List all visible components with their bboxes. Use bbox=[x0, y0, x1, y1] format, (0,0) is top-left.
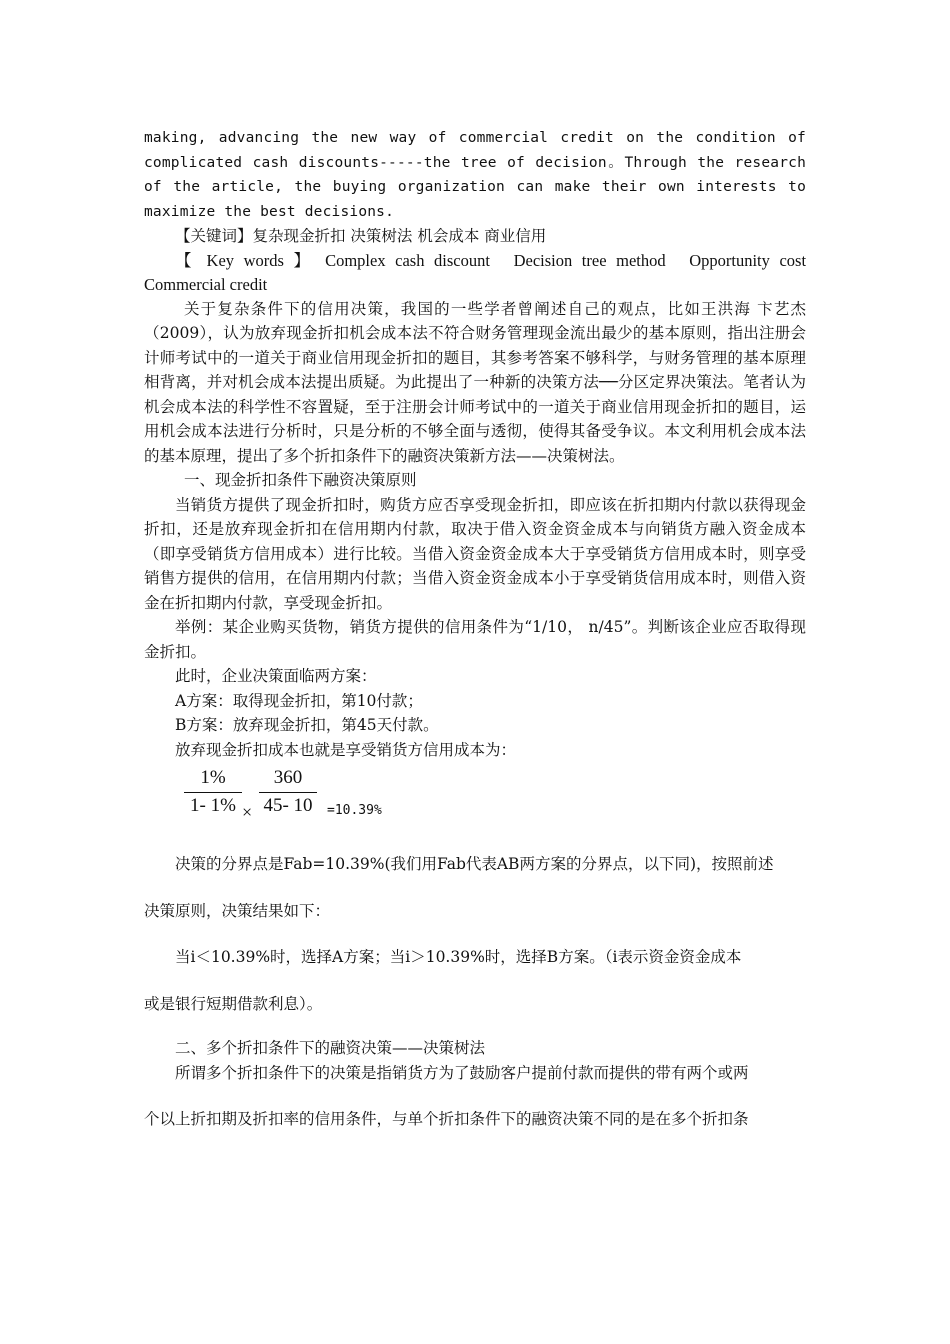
fraction-numerator-1: 1% bbox=[200, 767, 226, 788]
boundary-line-2: 决策原则，决策结果如下： bbox=[144, 901, 331, 920]
boundary-line-1: 决策的分界点是Fab=10.39%(我们用Fab代表AB两方案的分界点，以下同)，按照前述 bbox=[175, 855, 774, 873]
fraction-denominator-2: 45- 10 bbox=[263, 795, 313, 816]
section-heading-1: 一、现金折扣条件下融资决策原则 bbox=[184, 471, 417, 489]
fraction-numerator-2: 360 bbox=[273, 767, 303, 788]
multiply-sign: × bbox=[242, 802, 253, 822]
multi-discount-line-1: 所谓多个折扣条件下的决策是指销货方为了鼓励客户提前付款而提供的带有两个或两 bbox=[175, 1063, 749, 1082]
principle-paragraph: 当销货方提供了现金折扣时，购货方应否享受现金折扣，即应该在折扣期内付款以获得现金折扣，还是放弃现金折扣在信用期内付款，取决于借入资金资金成本与向销货方融入资金成本（即享受销货方信用成本）进行比较。当借入资金资金成本大于享受销货方信用成本时，则享受销售方提供的信用，在信用期内付款；当借入资金资金成本小于享受销货信用成本时，则借入资金在折扣期内付款，享受现金折扣。 bbox=[144, 495, 806, 612]
multi-discount-line-2: 个以上折扣期及折扣率的信用条件，与单个折扣条件下的融资决策不同的是在多个折扣条 bbox=[144, 1110, 749, 1128]
formula-result: =10.39% bbox=[327, 803, 382, 818]
keyword-opportunity-cost: Opportunity cost bbox=[689, 250, 807, 270]
abstract-english-tail: making, advancing the new way of commercial credit on the condition of complicated cash discounts-----the tree of decision。Through the research of the article, the buying organization can make their own interests to maximize the best decisions. bbox=[144, 130, 806, 220]
rule-line-1: 当i＜10.39%时，选择A方案；当i＞10.39%时，选择B方案。（i表示资金资金成本 bbox=[175, 948, 742, 966]
keyword-complex-cash-discount: Complex cash discount bbox=[325, 250, 490, 270]
options-intro: 此时，企业决策面临两方案： bbox=[175, 667, 377, 685]
fraction-discount-rate bbox=[184, 766, 242, 819]
intro-paragraph: 关于复杂条件下的信用决策，我国的一些学者曾阐述自己的观点，比如王洪海 卞艺杰（2009），认为放弃现金折扣机会成本法不符合财务管理现金流出最少的基本原则，指出注册会计师考试中的一道关于商业信用现金折扣的题目，其参考答案不够科学，与财务管理的基本原理相背离，并对机会成本法提出质疑。为此提出了一种新的决策方法──分区定界决策法。笔者认为机会成本法的科学性不容置疑，至于注册会计师考试中的一道关于商业信用现金折扣的题目，运用机会成本法进行分析时，只是分析的不够全面与透彻，使得其备受争议。本文利用机会成本法的基本原理，提出了多个折扣条件下的融资决策新方法——决策树法。 bbox=[144, 299, 806, 465]
option-a: A方案：取得现金折扣，第10付款； bbox=[175, 691, 423, 710]
fraction-denominator-1: 1- 1% bbox=[190, 795, 236, 816]
option-b: B方案：放弃现金折扣，第45天付款。 bbox=[175, 716, 439, 734]
keyword-decision-tree-method: Decision tree method bbox=[513, 250, 666, 270]
cost-intro: 放弃现金折扣成本也就是享受销货方信用成本为： bbox=[175, 740, 517, 759]
keywords-english-label: 【 Key words 】 bbox=[175, 250, 316, 270]
keyword-commercial-credit: Commercial credit bbox=[144, 274, 268, 294]
document-page bbox=[144, 126, 806, 1132]
cost-formula bbox=[144, 766, 806, 822]
rule-line-2: 或是银行短期借款利息）。 bbox=[144, 994, 323, 1013]
example-paragraph: 举例：某企业购买货物，销货方提供的信用条件为“1/10， n/45”。判断该企业应否取得现金折扣。 bbox=[144, 618, 806, 661]
fraction-period bbox=[259, 766, 317, 819]
section-heading-2: 二、多个折扣条件下的融资决策——决策树法 bbox=[175, 1039, 486, 1057]
keywords-chinese: 【关键词】复杂现金折扣 决策树法 机会成本 商业信用 bbox=[175, 227, 547, 245]
keywords-english bbox=[144, 249, 806, 297]
